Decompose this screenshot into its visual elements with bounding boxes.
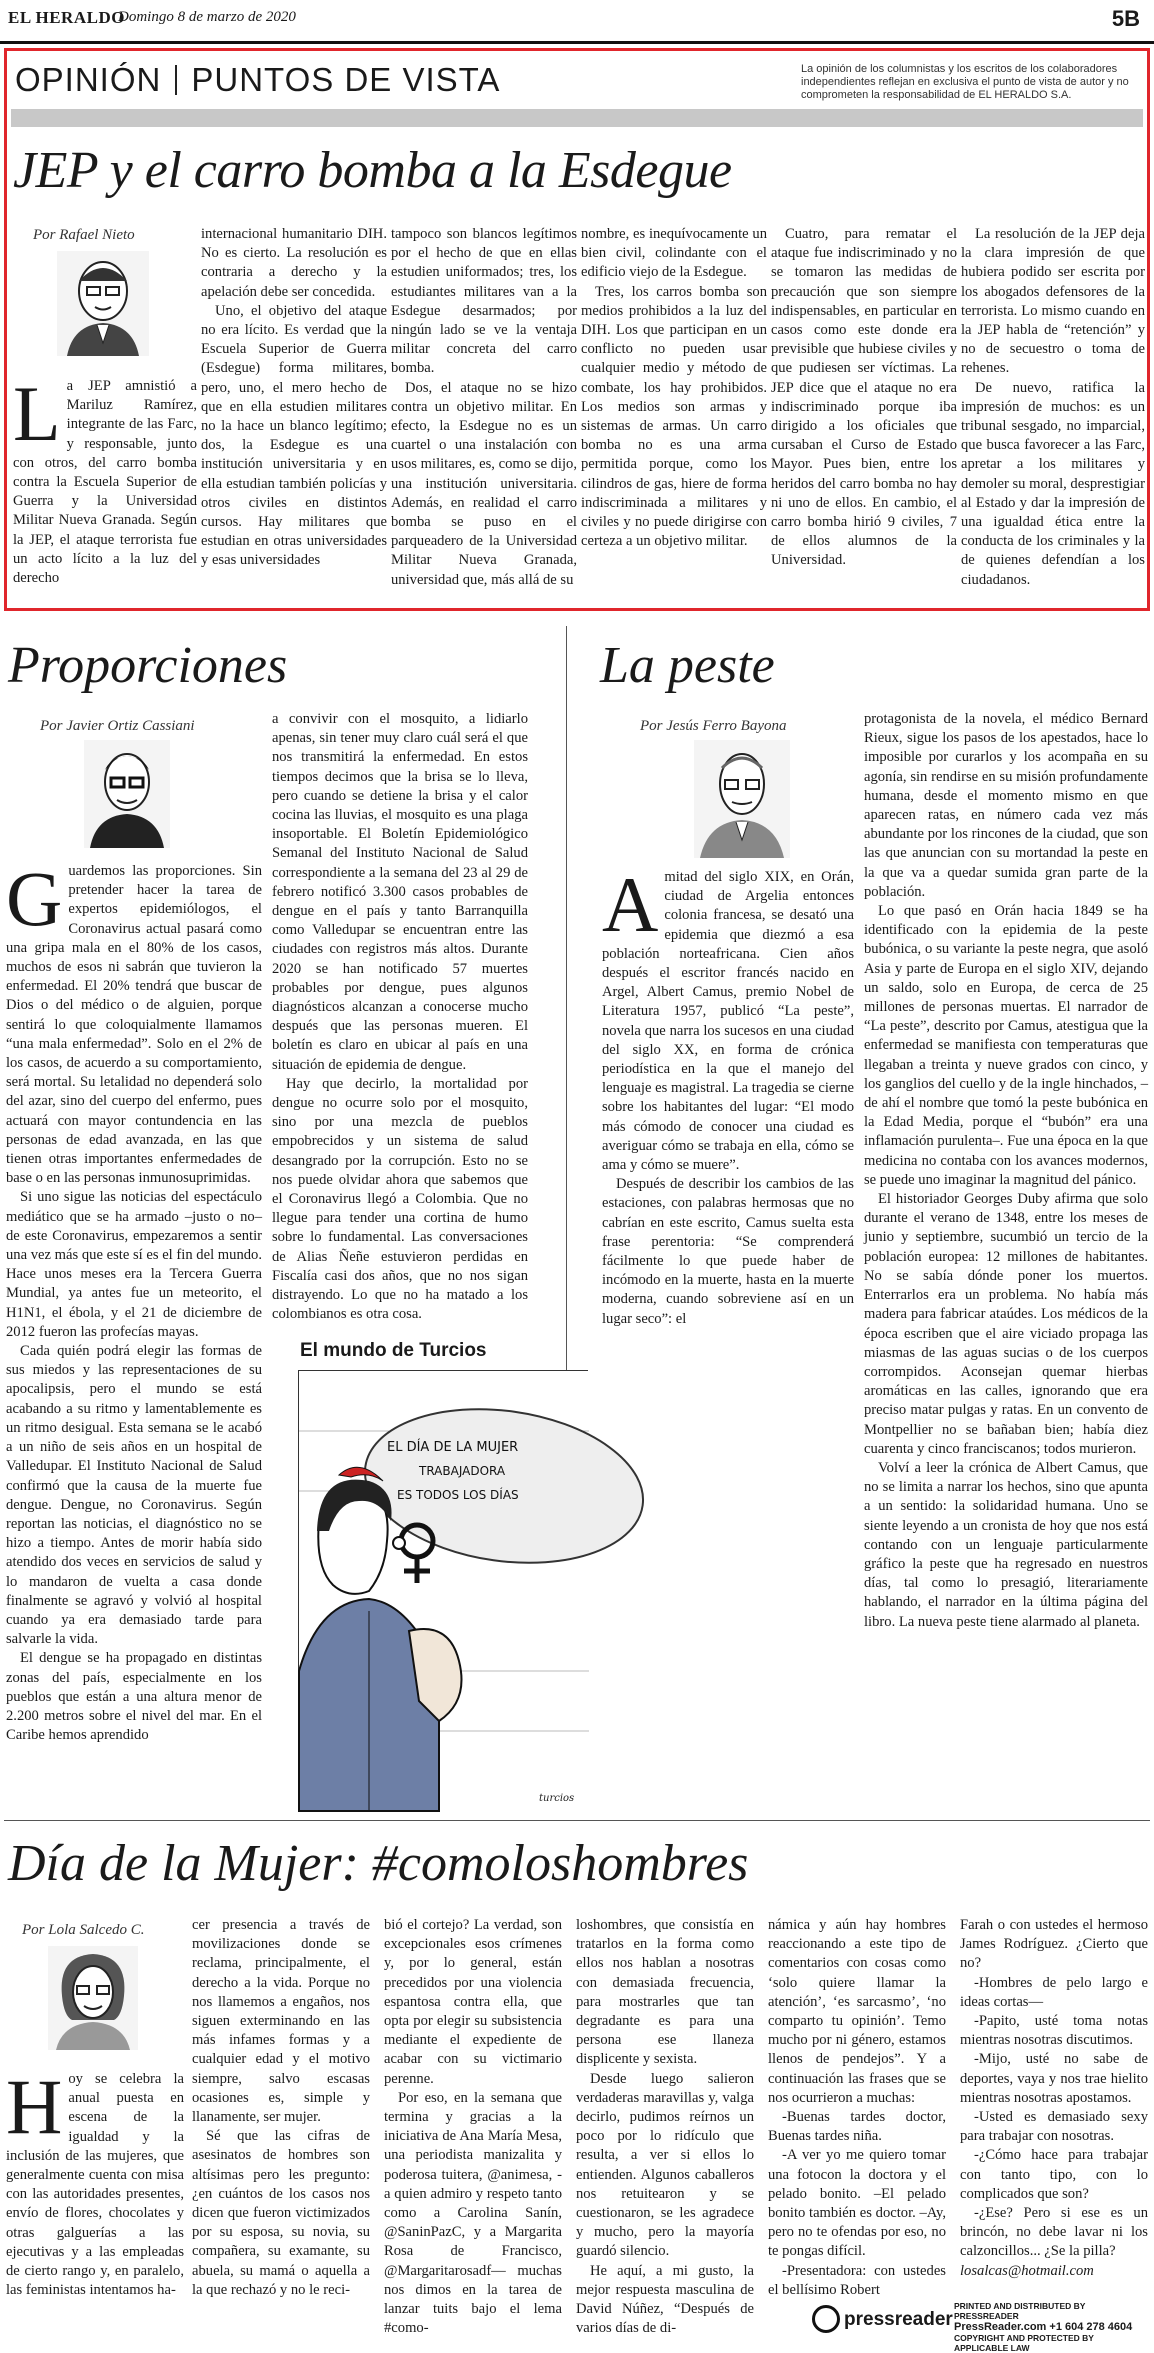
article1-column-1 [13,370,197,607]
dropcap: L [13,370,61,457]
author-portrait-javier-ortiz [84,740,170,848]
article-text: -A ver yo me quiero tomar una fotocon la doctora y el pelado bonito. –El pelado bonito también es doctor. –Ay, pero no te ofendas por eso, no te pongas difícil. [768,2147,946,2260]
article4-column-5 [768,1916,946,2298]
issue-date: Domingo 8 de marzo de 2020 [118,9,296,25]
article4-column-6 [960,1916,1148,2294]
print-notice-line-1: PRINTED AND DISTRIBUTED BY PRESSREADER [954,2301,1086,2321]
article-text: a JEP amnistió a Mariluz Ramírez, integrante de las Farc, y responsable, junto con otros, del carro bomba contra la Escuela Superior de Guerra y la Universidad Militar Nueva Granada. Según la JEP, el ataque terrorista fue un acto lícito a la luz del derecho [13,378,197,587]
article1-column-5 [771,225,957,609]
article-text: Hay que decirlo, la mortalidad por dengue no ocurre solo por el mosquito, sino por una mezcla de pueblos empobrecidos y un sistema de salud desangrado por la corrupción. Esto no se nos puede olvidar ahora que sabemos que el Coronavirus llegó a Colombia. Que no llegue para tender una cortina de humo sobre lo fundamental. Las conversaciones de Alias Ñeñe estuvieron perdidas en Fiscalía casi dos años, que no nos sigan distrayendo. Lo que no ha matado a los colombianos es otra cosa. [272,1075,528,1323]
section-divider-band [11,109,1143,127]
article-text: oy se celebra la anual puesta en escena de la igualdad y la inclusión de las mujeres, que generalmente cuenta con misa con las autoridades presentes, envío de flores, chocolates y otras galguerías a las ejecutivas y a las empleadas de cierto rango y, en paralelo, las feministas intentamos ha- [6,2071,184,2299]
article-text: cer presencia a través de movilizaciones donde se reclama, principalmente, el derecho a la vida. Porque no nos llamemos a engaños, nos siguen exterminando en las más infames formas y a cualquier edad y el motivo siempre, salvo escasas ocasiones es, simple y llanamente, ser mujer. [192,1917,370,2126]
article-text: námica y aún hay hombres reaccionando a este tipo de comentarios con cosas como ‘solo quiere llamar la atención’, ‘es sarcasmo’, ‘no comparto tu opinión’. Temo mucho por ni género, estamos llenos de pendejos”. Y a continuación las frases que se nos ocurrieron a muchas: [768,1917,946,2106]
article-text: Volví a leer la crónica de Albert Camus, que no se limita a narrar los hechos, sino que apunta a un sentido: la solidaridad humana. Uno se siente leyendo a un cronista de hoy que nos está contando con un lenguaje particularmente gráfico la peste que ha regresado en nuestros días, tal como lo presagió, literariamente hablando, el narrador en la última página del libro. La nueva peste tiene alarmado al planeta. [864,1459,1148,1630]
article4-column-1 [6,2063,184,2299]
page-number: 5B [1111,6,1140,31]
article-text: -Papito, usté toma notas mientras nosotras discutimos. [960,2013,1148,2049]
byline-rafael-nieto: Por Rafael Nieto [33,227,135,243]
article-text: mitad del siglo XIX, en Orán, ciudad de Argelia entonces colonia francesa, se desató una epidemia que diezmó a esa población norteafricana. Cien años después el escritor francés nacido en Argel, Albert Camus, premio Nobel de Literatura 1957, publicó “La peste”, novela que narra los sucesos en una ciudad del siglo XX, en forma de crónica periodística en la que el manejo del lenguaje es magistral. La tragedia se cierne sobre los habitantes del lugar: “El modo más cómodo de conocer una ciudad es averiguar cómo se trabaja en ella, cómo se ama y cómo se muere”. [602,869,854,1174]
article-text: -Mijo, usté no sabe de deportes, vaya y nos trae hielito mientras nosotras apostamos. [960,2051,1148,2106]
article-text: Cada quién podrá elegir las formas de sus miedos y las representaciones de su apocalipsis, pero el mundo se está acabando a su ritmo y lamentablemente es un ritmo desigual. Esta semana se le acabó a un niño de seis años en un hospital de Valledupar. El Instituto Nacional de Salud confirmó que la causa de la muerte fue dengue. Dengue, no Coronavirus. Según reportan las noticias, el diagnóstico no se hizo a tiempo. Antes de morir había sido atendido dos veces en servicios de salud y lo mandaron de vuelta a casa donde finalmente se agravó y volvió al hospital cuando ya era demasiado tarde para salvarle la vida. [6,1343,262,1648]
article-text: internacional humanitario DIH. No es cierto. La resolución es contraria a derecho y la apelación debe ser concedida. [201,226,387,300]
article-text: nombre, es inequívocamente un bien civil, colindante con el edificio viejo de la Esdegue. [581,226,767,281]
author-email: losalcas@hotmail.com [960,2262,1094,2279]
article-headline-dia-de-la-mujer: Día de la Mujer: #comoloshombres [8,1835,749,1892]
article-text: Por eso, en la semana que termina y gracias a la iniciativa de Ana María Mesa, una periodista manizalita y poderosa tuitera, @animesa, -a quien admiro y respeto tanto como a Carolina Sanín, @SaninPazC, y a Margarita Rosa de Francisco, @Margaritarosadf— muchas nos dimos en la tarea de lanzar tuits bajo el lema #como- [384,2089,562,2337]
dropcap: H [6,2063,63,2150]
section-title-right: PUNTOS DE VISTA [191,61,501,98]
article2-column-1 [6,855,262,1872]
article-text: Farah o con ustedes el hermoso James Rodríguez. ¿Cierto que no? [960,1917,1148,1972]
article-text: Después de describir los cambios de las estaciones, con palabras hermosas que no cabrían en este escrito, Camus suelta esta frase perentoria: “Se comprenderá fácilmente lo que puede haber de incómodo en la muerte, hasta en la muerte moderna, cuando sobreviene así en un lugar seco”: el [602,1176,854,1327]
article-text: tampoco son blancos legítimos por el hecho de que en ellas estudien uniformados; tres, los estudiantes militares van a la Esdegue desarmados; por ningún lado se ve la ventaja militar concreta del carro bomba. [391,226,577,377]
article-text: La resolución de la JEP deja la clara impresión de que hubiera podido ser escrita por los abogados defensores de la terrorista. Lo mismo cuando en la JEP habla de “retención” y no de secuestro o toma de rehenes. [961,226,1145,377]
cartoon-signature: turcios [539,1793,575,1804]
article-text: Lo que pasó en Orán hacia 1849 se ha identificado con la epidemia de la peste bubónica, o su variante la peste negra, que asoló Asia y parte de Europa en el siglo XIV, dejando un saldo, solo en Europa, de cerca de 25 millones de personas muertas. El narrador de “La peste”, descrito por Camus, atestigua que la enfermedad se manifiesta con temperaturas que llegaban a treinta y nueve grados con cinco, y los ganglios del cuello y de la ingle hinchados, –de ahí el nombre que tomó la peste bubónica en la Edad Media, porque el “bubón” era una inflamación purulenta–. Fue una época en la que medicina no contaba con los avances modernos, se puede uno imaginar la magnitud del pánico. [864,903,1148,1188]
article1-column-2 [201,225,387,609]
article-text: -Buenas tardes doctor, Buenas tardes niña. [768,2109,946,2145]
article-text: Dos, el ataque no se hizo contra un objetivo militar. En efecto, la Esdegue no es un cuartel o una instalación con usos militares, es, como se dijo, una institución universitaria. Además, en realidad el carro bomba se puso en el parqueadero de la Universidad Militar Nueva Granada, universidad que, más allá de su [391,379,577,588]
article-text: De nuevo, ratifica la impresión de muchos: es un tribunal sesgado, no imparcial, que busca favorecer a las Farc, apretar a los militares y demoler su moral, desprestigiar al Estado y dar la impresión de una igualdad ética entre la conducta de los criminales y la de quienes defendían a los ciudadanos. [961,379,1145,588]
article-text: a convivir con el mosquito, a lidiarlo apenas, sin tener muy claro cuál será el que nos transmitirá la enfermedad. En estos tiempos decimos que la brisa se lo lleva, pero cuando se detiene la brisa y el calor cocina las lluvias, el mosquito es una plaga insoportable. El Boletín Epidemiológico Semanal del Instituto Nacional de Salud correspondiente a la semana del 23 al 29 de febrero notificó 3.300 casos probables de dengue en el país y tanto Barranquilla como Valledupar se encuentran entre las ciudades con registros más altos. Durante 2020 se han notificado 57 muertes probables por dengue, pues algunos diagnósticos alcanzan a conocerse mucho después que las personas mueren. El boletín es claro en ubicar al país en una situación de epidemia de dengue. [272,711,528,1073]
section-title-left: OPINIÓN [15,61,162,98]
pressreader-icon [812,2305,840,2333]
article4-column-3 [384,1916,562,2337]
author-portrait-lola-salcedo [48,1946,138,2050]
article4-column-2 [192,1916,370,2298]
cartoon-title: El mundo de Turcios [300,1340,487,1361]
article1-column-4 [581,225,767,609]
article4-column-4 [576,1916,754,2337]
editorial-cartoon [298,1370,588,1810]
cartoon-speech-1: EL DÍA DE LA MUJER [387,1440,519,1455]
byline-jesus-ferro: Por Jesús Ferro Bayona [640,718,787,734]
dropcap: A [602,861,659,948]
article-headline-la-peste: La peste [600,637,775,694]
section-title [15,61,500,99]
article-text: uardemos las proporciones. Sin pretender hacer la tarea de expertos epidemiólogos, el Coronavirus actual pasará como una gripa mala en el 80% de los casos, muchos de esos ni sabrán que tuvieron la enfermedad. El 20% tendrá que buscar de Dios o del médico o de alguien, porque sentirá lo que coloquialmente llamamos “una mala enfermedad”. Solo en el 2% de los casos, de acuerdo a su comportamiento, será mortal. Su letalidad no dependerá solo del azar, sino del cuerpo del enfermo, pues actuará con mayor contundencia en las personas de edad avanzada, en las que tienen otras importantes enfermedades de base o en las personas inmunosuprimidas. [6,863,262,1187]
highlighted-opinion-section [4,48,1150,611]
article-text: Si uno sigue las noticias del espectáculo mediático que se ha armado –justo o no– de este Coronavirus, empezaremos a sentir una vez más que este sí es el fin del mundo. Hace unos meses era la Tercera Guerra Mundial, ya antes fue un meteorito, el H1N1, el ébola, y el 21 de diciembre de 2012 fueron las profecías mayas. [6,1189,262,1340]
byline-javier-ortiz: Por Javier Ortiz Cassiani [40,718,195,734]
cartoon-speech-2: TRABAJADORA [419,1464,506,1478]
pressreader-logo-text: pressreader [844,2309,953,2330]
section-divider [4,1820,1150,1821]
article1-column-3 [391,225,577,609]
dropcap: G [6,855,63,942]
print-notice [954,2301,1150,2353]
article1-column-6 [961,225,1145,609]
portrait-sketch-icon [57,251,149,356]
article2-column-2 [272,710,528,1323]
article-text: El historiador Georges Duby afirma que solo durante el verano de 1348, entre los meses de junio y septiembre, sucumbió un tercio de la población europea: 12 millones de habitantes. No se sabía dónde poner los muertos. Enterrarlos era un problema. No había más madera para fabricar ataúdes. Los médicos de la época escriben que el aire viciado propaga las miasmas de las aguas sucias o de los cuerpos corrompidos. Aconsejan quemar hierbas aromáticas en las calles, ignorando que era preciso matar pulgas y ratas. En un convento de Montpellier no se bañaban bien; había diez cuarenta y cinco franciscanos; todos murieron. [864,1191,1148,1457]
cartoon-drawing [299,1371,589,1811]
article-text: -¿Ese? Pero si ese es un brincón, no debe lavar ni los calzoncillos... ¿Se la pilla? [960,2205,1148,2260]
article3-column-2 [864,710,1148,1812]
section-title-separator [175,65,177,95]
article-text: -Presentadora: con ustedes el bellísimo Robert [768,2262,946,2298]
article-text: loshombres, que consistía en tratarlos en la forma como ellos nos hablan a nosotras con demasiada frecuencia, para mostrarles que tan degradante es para una persona ese llaneza displicente y sexista. [576,1917,754,2068]
portrait-sketch-icon [84,740,170,848]
print-notice-line-3: COPYRIGHT AND PROTECTED BY APPLICABLE LAW [954,2333,1094,2353]
author-portrait-rafael-nieto [57,251,149,356]
print-notice-line-2[interactable]: PressReader.com +1 604 278 4604 [954,2321,1133,2333]
article-text: He aquí, a mi gusto, la mejor respuesta masculina de David Núñez, “Después de varios días de di- [576,2262,754,2337]
article-text: Tres, los carros bomba son medios prohibidos a la luz del DIH. Los que participan en un conflicto no pueden usar cualquier medio y método de combate, los hay prohibidos. Los medios son armas y sistemas de armas. Un carro bomba no es una arma permitida porque, como los cilindros de gas, hiere de forma indiscriminada a militares y civiles y no puede dirigirse con certeza a un objetivo militar. [581,283,767,550]
newspaper-name: EL HERALDO [8,8,125,27]
article-text: Desde luego salieron verdaderas maravillas y, valga decirlo, pudimos reírnos un poco por lo ridículo que resulta, a ver si ellos lo entienden. Algunos caballeros nos retuitearon y se cuestionaron, se les agradece y mucho, pero la mayoría guardó silencio. [576,2070,754,2260]
article-text: Sé que las cifras de asesinatos de hombres son altísimas pero les pregunto: ¿en cuántos de los casos nos dicen que fueron victimizados por su esposa, su novia, su compañera, su examante, su abuela, su mamá o aquella a la que rechazó y no le reci- [192,2128,370,2298]
article3-column-1 [602,861,854,1327]
section-header [11,57,1141,107]
article-headline-jep: JEP y el carro bomba a la Esdegue [13,142,732,199]
article-text: El dengue se ha propagado en distintas zonas del país, especialmente en los pueblos que están a una altura menor de 2.200 metros sobre el nivel del mar. En el Caribe hemos aprendido [6,1650,262,1744]
byline-lola-salcedo: Por Lola Salcedo C. [22,1922,145,1938]
article-headline-proporciones: Proporciones [8,637,288,694]
cartoon-speech-3: ES TODOS LOS DÍAS [397,1488,519,1502]
pressreader-logo[interactable] [812,2303,952,2337]
author-portrait-jesus-ferro [694,740,790,858]
article-text: -¿Cómo hace para trabajar con tanto tipo, con lo complicados que son? [960,2147,1148,2202]
portrait-sketch-icon [48,1946,138,2050]
article-text: bió el cortejo? La verdad, son excepcionales esos crímenes y, por lo general, están precedidos por una violencia espantosa contra ella, que opta por elegir su subsistencia mediante el expediente de acabar con su victimario perenne. [384,1917,562,2087]
section-disclaimer: La opinión de los columnistas y los escritos de los colaboradores independientes reflejan en exclusiva el punto de vista de autor y no comprometen la responsabilidad de EL HERALDO S.A. [801,63,1129,101]
article-text: -Hombres de pelo largo e ideas cortas— [960,1974,1148,2010]
article-text: Cuatro, para rematar el ataque fue indiscriminado y no se tomaron las medidas de precaución que son siempre indispensables, en particular en casos como este donde era previsible que hubiese civiles y que pudiesen ser víctimas. La JEP dice que el ataque no era indiscriminado porque iba dirigido a los oficiales que cursaban el Curso de Estado Mayor. Pues bien, entre los heridos del carro bomba no hay ni uno de ellos. En cambio, el carro bomba hirió 9 civiles, 7 de ellos alumnos de la Universidad. [771,226,957,569]
article-text: protagonista de la novela, el médico Bernard Rieux, sigue los pasos de los apestados, hace lo imposible por curarlos y los acompaña en su agonía, sin rendirse en su misión profundamente humana, desde el momento mismo en que aparecen ratas, en número cada vez más abundante por los rincones de la ciudad, que son las que anuncian con su mortandad la peste en la que va a quedar sumida gran parte de la población. [864,711,1148,900]
article-text: -Usted es demasiado sexy para trabajar con nosotras. [960,2109,1148,2145]
portrait-sketch-icon [694,740,790,858]
article-text: Uno, el objetivo del ataque no era lícito. Es verdad que la Escuela Superior de Guerra (Esdegue) forma militares, pero, uno, el mero hecho de que en ella estudien militares no la hace un blanco legítimo; dos, la Esdegue es una institución universitaria y en ella estudian también policías y otros civiles en distintos cursos. Hay militares que estudian en otras universidades y esas universidades [201,302,387,569]
masthead [0,0,1154,44]
